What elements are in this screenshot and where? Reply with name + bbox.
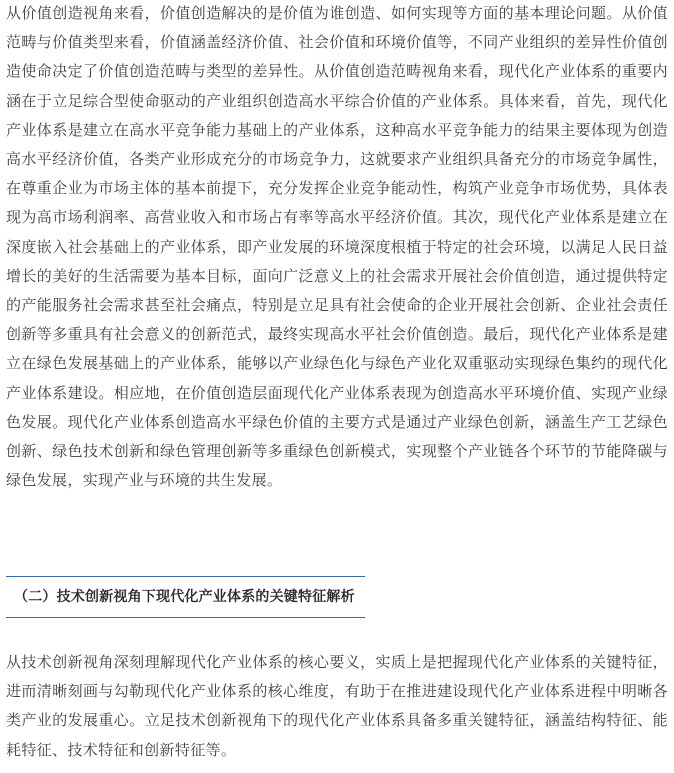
section-heading-box: [6, 576, 365, 618]
section-heading: （二）技术创新视角下现代化产业体系的关键特征解析: [14, 589, 355, 605]
body-paragraph-tech-innovation: 从技术创新视角深刻理解现代化产业体系的核心要义，实质上是把握现代化产业体系的关键特征，进而清晰刻画与勾勒现代化产业体系的核心维度，有助于在推进建设现代化产业体系进程中明晰各类产业的发展重心。立足技术创新视角下的现代化产业体系具备多重关键特征，涵盖结构特征、能耗特征、技术特征和创新特征等。: [6, 653, 668, 759]
body-paragraph-value-creation: 从价值创造视角来看，价值创造解决的是价值为谁创造、如何实现等方面的基本理论问题。从价值范畴与价值类型来看，价值涵盖经济价值、社会价值和环境价值等，不同产业组织的差异性价值创造使命决定了价值创造范畴与类型的差异性。从价值创造范畴视角来看，现代化产业体系的重要内涵在于立足综合型使命驱动的产业组织创造高水平综合价值的产业体系。具体来看，首先，现代化产业体系是建立在高水平竞争能力基础上的产业体系，这种高水平竞争能力的结果主要体现为创造高水平经济价值，各类产业形成充分的市场竞争力，这就要求产业组织具备充分的市场竞争属性，在尊重企业为市场主体的基本前提下，充分发挥企业竞争能动性，构筑产业竞争市场优势，具体表现为高市场利润率、高营业收入和市场占有率等高水平经济价值。其次，现代化产业体系是建立在深度嵌入社会基础上的产业体系，即产业发展的环境深度根植于特定的社会环境，以满足人民日益增长的美好的生活需要为基本目标，面向广泛意义上的社会需求开展社会价值创造，通过提供特定的产能服务社会需求甚至社会痛点，特别是立足具有社会使命的企业开展社会创新、企业社会责任创新等多重具有社会意义的创新范式，最终实现高水平社会价值创造。最后，现代化产业体系是建立在绿色发展基础上的产业体系，能够以产业绿色化与绿色产业化双重驱动实现绿色集约的现代化产业体系建设。相应地，在价值创造层面现代化产业体系表现为创造高水平环境价值、实现产业绿色发展。现代化产业体系创造高水平绿色价值的主要方式是通过产业绿色创新，涵盖生产工艺绿色创新、绿色技术创新和绿色管理创新等多重绿色创新模式，实现整个产业链各个环节的节能降碳与绿色发展，实现产业与环境的共生发展。: [6, 4, 668, 490]
